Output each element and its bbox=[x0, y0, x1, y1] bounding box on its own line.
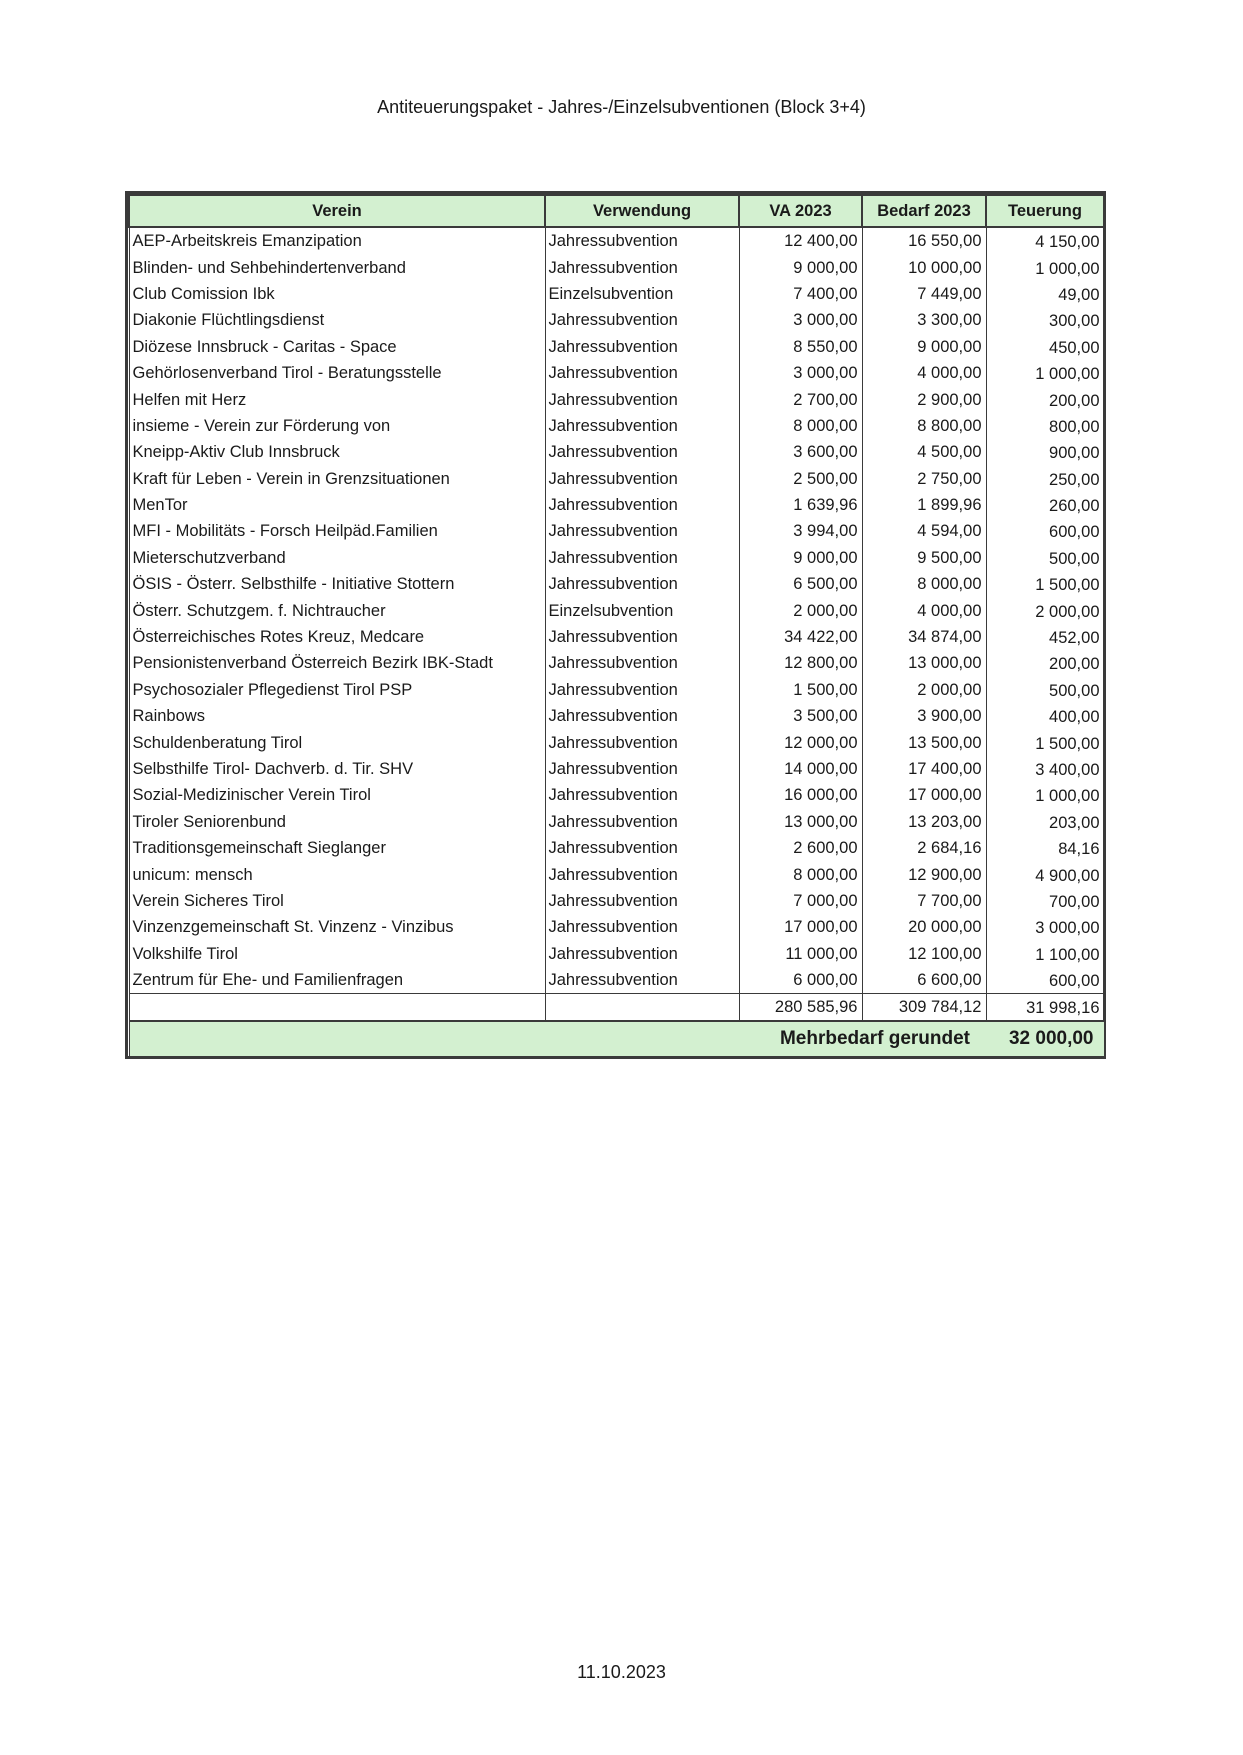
cell-verwendung: Jahressubvention bbox=[545, 360, 739, 386]
cell-bedarf-2023: 9 500,00 bbox=[862, 545, 986, 571]
cell-teuerung: 203,00 bbox=[986, 809, 1104, 835]
cell-bedarf-2023: 4 000,00 bbox=[862, 360, 986, 386]
cell-bedarf-2023: 4 000,00 bbox=[862, 597, 986, 623]
cell-verein: MenTor bbox=[129, 492, 545, 518]
footer-row bbox=[129, 1021, 1104, 1056]
cell-teuerung: 600,00 bbox=[986, 967, 1104, 994]
cell-verwendung: Jahressubvention bbox=[545, 518, 739, 544]
table-row bbox=[129, 334, 1104, 360]
table-row bbox=[129, 703, 1104, 729]
cell-bedarf-2023: 17 400,00 bbox=[862, 756, 986, 782]
cell-verein: Diakonie Flüchtlingsdienst bbox=[129, 307, 545, 333]
cell-bedarf-2023: 13 000,00 bbox=[862, 650, 986, 676]
cell-verein: Österr. Schutzgem. f. Nichtraucher bbox=[129, 597, 545, 623]
table-row bbox=[129, 281, 1104, 307]
cell-teuerung: 3 400,00 bbox=[986, 756, 1104, 782]
table-row bbox=[129, 307, 1104, 333]
cell-teuerung: 450,00 bbox=[986, 334, 1104, 360]
document-date: 11.10.2023 bbox=[577, 1662, 666, 1682]
cell-verein: MFI - Mobilitäts - Forsch Heilpäd.Familien bbox=[129, 518, 545, 544]
total-teuerung: 31 998,16 bbox=[986, 994, 1104, 1022]
cell-va-2023: 11 000,00 bbox=[739, 941, 862, 967]
cell-verein: Verein Sicheres Tirol bbox=[129, 888, 545, 914]
cell-va-2023: 3 500,00 bbox=[739, 703, 862, 729]
cell-verwendung: Jahressubvention bbox=[545, 967, 739, 994]
cell-verwendung: Jahressubvention bbox=[545, 835, 739, 861]
cell-verwendung: Jahressubvention bbox=[545, 386, 739, 412]
subsidy-table bbox=[128, 194, 1105, 1056]
table-row bbox=[129, 466, 1104, 492]
cell-verein: Selbsthilfe Tirol- Dachverb. d. Tir. SHV bbox=[129, 756, 545, 782]
cell-verwendung: Jahressubvention bbox=[545, 941, 739, 967]
table-row bbox=[129, 518, 1104, 544]
table-row bbox=[129, 941, 1104, 967]
header-bedarf-2023: Bedarf 2023 bbox=[862, 195, 986, 227]
cell-bedarf-2023: 10 000,00 bbox=[862, 254, 986, 280]
cell-bedarf-2023: 7 700,00 bbox=[862, 888, 986, 914]
table-row bbox=[129, 782, 1104, 808]
cell-va-2023: 8 550,00 bbox=[739, 334, 862, 360]
cell-verwendung: Jahressubvention bbox=[545, 861, 739, 887]
cell-verein: insieme - Verein zur Förderung von bbox=[129, 413, 545, 439]
cell-teuerung: 1 500,00 bbox=[986, 571, 1104, 597]
cell-verwendung: Jahressubvention bbox=[545, 677, 739, 703]
cell-va-2023: 3 600,00 bbox=[739, 439, 862, 465]
cell-verein: Helfen mit Herz bbox=[129, 386, 545, 412]
table-row bbox=[129, 861, 1104, 887]
cell-va-2023: 9 000,00 bbox=[739, 254, 862, 280]
cell-teuerung: 1 000,00 bbox=[986, 360, 1104, 386]
cell-va-2023: 7 400,00 bbox=[739, 281, 862, 307]
cell-verwendung: Jahressubvention bbox=[545, 571, 739, 597]
cell-verein: Traditionsgemeinschaft Sieglanger bbox=[129, 835, 545, 861]
cell-teuerung: 3 000,00 bbox=[986, 914, 1104, 940]
cell-verwendung: Jahressubvention bbox=[545, 624, 739, 650]
cell-bedarf-2023: 8 800,00 bbox=[862, 413, 986, 439]
cell-teuerung: 1 500,00 bbox=[986, 729, 1104, 755]
cell-verwendung: Jahressubvention bbox=[545, 650, 739, 676]
cell-verwendung: Jahressubvention bbox=[545, 307, 739, 333]
totals-row bbox=[129, 994, 1104, 1022]
cell-verein: Schuldenberatung Tirol bbox=[129, 729, 545, 755]
cell-teuerung: 500,00 bbox=[986, 545, 1104, 571]
cell-bedarf-2023: 16 550,00 bbox=[862, 227, 986, 254]
cell-va-2023: 1 639,96 bbox=[739, 492, 862, 518]
cell-verwendung: Jahressubvention bbox=[545, 914, 739, 940]
cell-verein: Kraft für Leben - Verein in Grenzsituationen bbox=[129, 466, 545, 492]
cell-va-2023: 12 800,00 bbox=[739, 650, 862, 676]
cell-teuerung: 250,00 bbox=[986, 466, 1104, 492]
cell-va-2023: 6 500,00 bbox=[739, 571, 862, 597]
footer-value: 32 000,00 bbox=[986, 1021, 1104, 1056]
cell-va-2023: 7 000,00 bbox=[739, 888, 862, 914]
cell-bedarf-2023: 2 750,00 bbox=[862, 466, 986, 492]
cell-bedarf-2023: 6 600,00 bbox=[862, 967, 986, 994]
cell-verein: AEP-Arbeitskreis Emanzipation bbox=[129, 227, 545, 254]
cell-verwendung: Jahressubvention bbox=[545, 729, 739, 755]
cell-verwendung: Jahressubvention bbox=[545, 227, 739, 254]
cell-verein: Club Comission Ibk bbox=[129, 281, 545, 307]
cell-verwendung: Jahressubvention bbox=[545, 545, 739, 571]
table-row bbox=[129, 545, 1104, 571]
table-row bbox=[129, 413, 1104, 439]
table-row bbox=[129, 809, 1104, 835]
cell-teuerung: 260,00 bbox=[986, 492, 1104, 518]
cell-va-2023: 12 000,00 bbox=[739, 729, 862, 755]
cell-bedarf-2023: 8 000,00 bbox=[862, 571, 986, 597]
cell-va-2023: 13 000,00 bbox=[739, 809, 862, 835]
totals-empty-2 bbox=[545, 994, 739, 1022]
table-row bbox=[129, 756, 1104, 782]
table-row bbox=[129, 967, 1104, 994]
table-row bbox=[129, 729, 1104, 755]
cell-va-2023: 17 000,00 bbox=[739, 914, 862, 940]
cell-verein: Tiroler Seniorenbund bbox=[129, 809, 545, 835]
cell-verein: Volkshilfe Tirol bbox=[129, 941, 545, 967]
cell-bedarf-2023: 12 900,00 bbox=[862, 861, 986, 887]
header-verwendung: Verwendung bbox=[545, 195, 739, 227]
cell-va-2023: 3 000,00 bbox=[739, 360, 862, 386]
table-row bbox=[129, 650, 1104, 676]
cell-verein: Rainbows bbox=[129, 703, 545, 729]
cell-verwendung: Jahressubvention bbox=[545, 809, 739, 835]
footer-label: Mehrbedarf gerundet bbox=[129, 1021, 986, 1056]
cell-va-2023: 6 000,00 bbox=[739, 967, 862, 994]
cell-teuerung: 600,00 bbox=[986, 518, 1104, 544]
cell-verwendung: Jahressubvention bbox=[545, 439, 739, 465]
total-va: 280 585,96 bbox=[739, 994, 862, 1022]
cell-va-2023: 2 500,00 bbox=[739, 466, 862, 492]
cell-va-2023: 8 000,00 bbox=[739, 413, 862, 439]
cell-bedarf-2023: 3 900,00 bbox=[862, 703, 986, 729]
cell-verein: Pensionistenverband Österreich Bezirk IBK-Stadt bbox=[129, 650, 545, 676]
cell-teuerung: 200,00 bbox=[986, 650, 1104, 676]
total-bedarf: 309 784,12 bbox=[862, 994, 986, 1022]
cell-bedarf-2023: 4 500,00 bbox=[862, 439, 986, 465]
table-row bbox=[129, 227, 1104, 254]
cell-bedarf-2023: 7 449,00 bbox=[862, 281, 986, 307]
cell-bedarf-2023: 13 500,00 bbox=[862, 729, 986, 755]
cell-verein: Zentrum für Ehe- und Familienfragen bbox=[129, 967, 545, 994]
table-row bbox=[129, 914, 1104, 940]
table-row bbox=[129, 835, 1104, 861]
table-header-row bbox=[129, 195, 1104, 227]
table-row bbox=[129, 386, 1104, 412]
cell-verwendung: Jahressubvention bbox=[545, 492, 739, 518]
cell-teuerung: 300,00 bbox=[986, 307, 1104, 333]
cell-teuerung: 49,00 bbox=[986, 281, 1104, 307]
table-row bbox=[129, 360, 1104, 386]
table-row bbox=[129, 439, 1104, 465]
cell-verein: Blinden- und Sehbehindertenverband bbox=[129, 254, 545, 280]
cell-va-2023: 2 600,00 bbox=[739, 835, 862, 861]
cell-va-2023: 14 000,00 bbox=[739, 756, 862, 782]
cell-va-2023: 9 000,00 bbox=[739, 545, 862, 571]
cell-va-2023: 2 000,00 bbox=[739, 597, 862, 623]
table-row bbox=[129, 888, 1104, 914]
table-row bbox=[129, 624, 1104, 650]
cell-teuerung: 4 150,00 bbox=[986, 227, 1104, 254]
cell-verwendung: Jahressubvention bbox=[545, 334, 739, 360]
cell-verwendung: Jahressubvention bbox=[545, 756, 739, 782]
header-verein: Verein bbox=[129, 195, 545, 227]
cell-teuerung: 1 100,00 bbox=[986, 941, 1104, 967]
cell-va-2023: 3 994,00 bbox=[739, 518, 862, 544]
cell-verein: Österreichisches Rotes Kreuz, Medcare bbox=[129, 624, 545, 650]
cell-verwendung: Jahressubvention bbox=[545, 782, 739, 808]
cell-va-2023: 16 000,00 bbox=[739, 782, 862, 808]
cell-va-2023: 12 400,00 bbox=[739, 227, 862, 254]
cell-bedarf-2023: 4 594,00 bbox=[862, 518, 986, 544]
cell-teuerung: 452,00 bbox=[986, 624, 1104, 650]
cell-va-2023: 3 000,00 bbox=[739, 307, 862, 333]
cell-bedarf-2023: 1 899,96 bbox=[862, 492, 986, 518]
cell-teuerung: 84,16 bbox=[986, 835, 1104, 861]
cell-verein: Gehörlosenverband Tirol - Beratungsstelle bbox=[129, 360, 545, 386]
subsidy-table-container bbox=[125, 191, 1106, 1059]
table-row bbox=[129, 677, 1104, 703]
cell-verein: unicum: mensch bbox=[129, 861, 545, 887]
cell-teuerung: 400,00 bbox=[986, 703, 1104, 729]
cell-teuerung: 1 000,00 bbox=[986, 782, 1104, 808]
totals-empty-1 bbox=[129, 994, 545, 1022]
cell-verein: Diözese Innsbruck - Caritas - Space bbox=[129, 334, 545, 360]
cell-verein: Kneipp-Aktiv Club Innsbruck bbox=[129, 439, 545, 465]
cell-bedarf-2023: 34 874,00 bbox=[862, 624, 986, 650]
cell-teuerung: 700,00 bbox=[986, 888, 1104, 914]
header-teuerung: Teuerung bbox=[986, 195, 1104, 227]
cell-verein: ÖSIS - Österr. Selbsthilfe - Initiative Stottern bbox=[129, 571, 545, 597]
cell-verwendung: Jahressubvention bbox=[545, 413, 739, 439]
cell-verwendung: Jahressubvention bbox=[545, 703, 739, 729]
cell-bedarf-2023: 9 000,00 bbox=[862, 334, 986, 360]
table-row bbox=[129, 254, 1104, 280]
cell-bedarf-2023: 17 000,00 bbox=[862, 782, 986, 808]
header-va-2023: VA 2023 bbox=[739, 195, 862, 227]
cell-verein: Vinzenzgemeinschaft St. Vinzenz - Vinzibus bbox=[129, 914, 545, 940]
cell-teuerung: 2 000,00 bbox=[986, 597, 1104, 623]
cell-teuerung: 900,00 bbox=[986, 439, 1104, 465]
cell-verwendung: Einzelsubvention bbox=[545, 281, 739, 307]
table-row bbox=[129, 597, 1104, 623]
cell-verwendung: Jahressubvention bbox=[545, 254, 739, 280]
cell-verein: Sozial-Medizinischer Verein Tirol bbox=[129, 782, 545, 808]
cell-teuerung: 1 000,00 bbox=[986, 254, 1104, 280]
cell-bedarf-2023: 2 000,00 bbox=[862, 677, 986, 703]
cell-verwendung: Jahressubvention bbox=[545, 466, 739, 492]
cell-bedarf-2023: 13 203,00 bbox=[862, 809, 986, 835]
cell-teuerung: 800,00 bbox=[986, 413, 1104, 439]
table-body bbox=[129, 227, 1104, 994]
table-row bbox=[129, 492, 1104, 518]
page-title: Antiteuerungspaket - Jahres-/Einzelsubventionen (Block 3+4) bbox=[377, 97, 866, 117]
cell-bedarf-2023: 12 100,00 bbox=[862, 941, 986, 967]
cell-va-2023: 8 000,00 bbox=[739, 861, 862, 887]
cell-verein: Psychosozialer Pflegedienst Tirol PSP bbox=[129, 677, 545, 703]
cell-verwendung: Jahressubvention bbox=[545, 888, 739, 914]
cell-teuerung: 500,00 bbox=[986, 677, 1104, 703]
cell-teuerung: 4 900,00 bbox=[986, 861, 1104, 887]
cell-bedarf-2023: 2 684,16 bbox=[862, 835, 986, 861]
cell-bedarf-2023: 2 900,00 bbox=[862, 386, 986, 412]
cell-verwendung: Einzelsubvention bbox=[545, 597, 739, 623]
table-row bbox=[129, 571, 1104, 597]
cell-verein: Mieterschutzverband bbox=[129, 545, 545, 571]
cell-bedarf-2023: 3 300,00 bbox=[862, 307, 986, 333]
cell-va-2023: 1 500,00 bbox=[739, 677, 862, 703]
cell-va-2023: 34 422,00 bbox=[739, 624, 862, 650]
cell-bedarf-2023: 20 000,00 bbox=[862, 914, 986, 940]
cell-teuerung: 200,00 bbox=[986, 386, 1104, 412]
cell-va-2023: 2 700,00 bbox=[739, 386, 862, 412]
